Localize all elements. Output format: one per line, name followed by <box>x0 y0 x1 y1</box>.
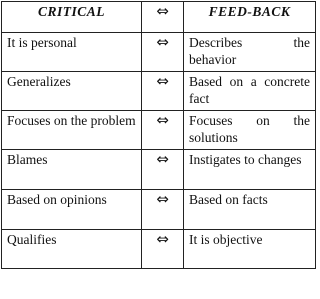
table-row <box>2 230 316 269</box>
arrow-cell <box>142 150 184 190</box>
header-feedback: FEED-BACK <box>184 2 316 33</box>
arrow-cell <box>142 190 184 230</box>
critical-cell: Focuses on the problem <box>2 111 142 150</box>
arrow-cell <box>142 33 184 72</box>
arrow-cell <box>142 230 184 269</box>
feedback-cell: Based on a concrete fact <box>184 72 316 111</box>
critical-cell: Generalizes <box>2 72 142 111</box>
feedback-cell: Instigates to changes <box>184 150 316 190</box>
critical-cell: It is personal <box>2 33 142 72</box>
header-arrow-cell <box>142 2 184 33</box>
comparison-table <box>1 1 316 269</box>
header-row <box>2 2 316 33</box>
left-right-double-arrow-icon: ⇔ <box>156 150 169 168</box>
critical-cell: Qualifies <box>2 230 142 269</box>
left-right-double-arrow-icon: ⇔ <box>156 230 169 248</box>
table-row <box>2 190 316 230</box>
left-right-double-arrow-icon: ⇔ <box>156 190 169 208</box>
arrow-cell <box>142 111 184 150</box>
left-right-double-arrow-icon: ⇔ <box>156 2 169 20</box>
arrow-cell <box>142 72 184 111</box>
critical-cell: Based on opinions <box>2 190 142 230</box>
feedback-cell: Focuses on the solutions <box>184 111 316 150</box>
table-row <box>2 33 316 72</box>
feedback-cell: Describes the behavior <box>184 33 316 72</box>
table-row <box>2 72 316 111</box>
table-row <box>2 111 316 150</box>
feedback-cell: Based on facts <box>184 190 316 230</box>
feedback-cell: It is objective <box>184 230 316 269</box>
header-critical: CRITICAL <box>2 2 142 33</box>
left-right-double-arrow-icon: ⇔ <box>156 72 169 90</box>
table-row <box>2 150 316 190</box>
critical-cell: Blames <box>2 150 142 190</box>
left-right-double-arrow-icon: ⇔ <box>156 33 169 51</box>
left-right-double-arrow-icon: ⇔ <box>156 111 169 129</box>
